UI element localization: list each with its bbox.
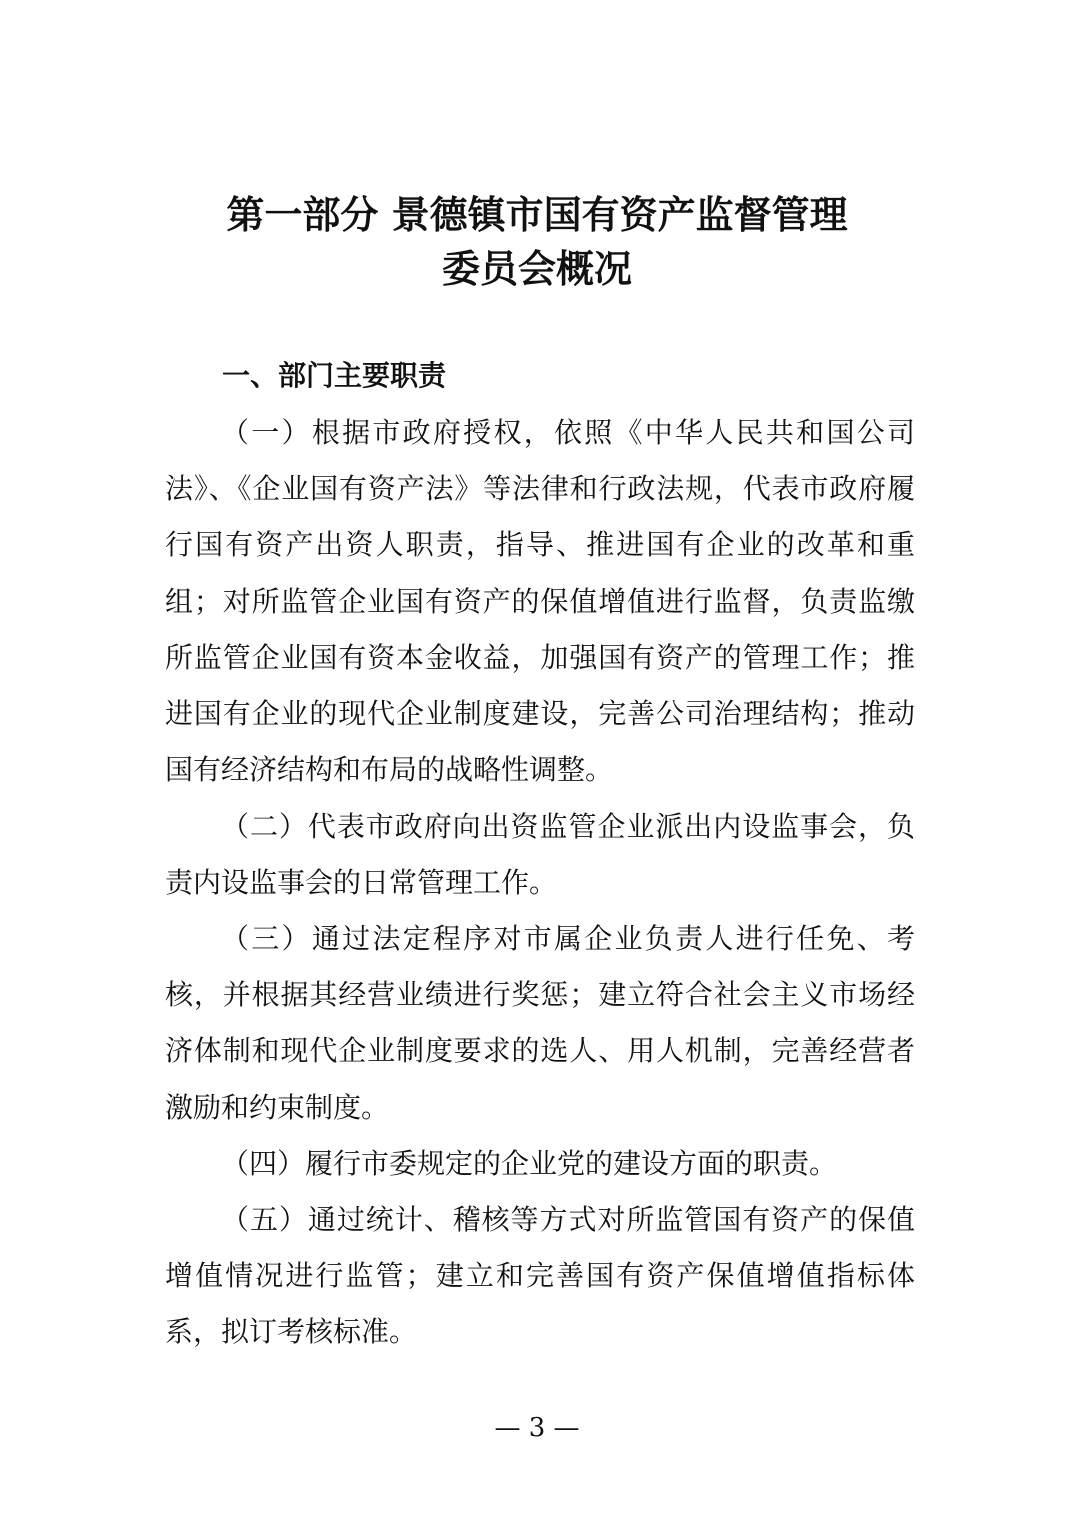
paragraph: （五）通过统计、稽核等方式对所监管国有资产的保值增值情况进行监管；建立和完善国有资产保值增值指标体系，拟订考核标准。 [165, 1203, 915, 1349]
paragraph: （二）代表市政府向出资监管企业派出内设监事会，负责内设监事会的日常管理工作。 [165, 810, 915, 900]
paragraph-block-2 [165, 799, 915, 911]
paragraph-block-4 [165, 1136, 915, 1192]
document-title-line-1: 第一部分 景德镇市国有资产监督管理 [226, 193, 848, 237]
paragraph: （三）通过法定程序对市属企业负责人进行任免、考核，并根据其经营业绩进行奖惩；建立符合社会主义市场经济体制和现代企业制度要求的选人、用人机制，完善经营者激励和约束制度。 [165, 922, 915, 1124]
paragraph-block-3 [165, 911, 915, 1136]
document-title-line-2: 委员会概况 [441, 247, 632, 291]
paragraph-block-5 [165, 1192, 915, 1361]
paragraph-block-1 [165, 405, 915, 798]
page-number: — 3 — [494, 1413, 580, 1443]
paragraph: （一）根据市政府授权，依照《中华人民共和国公司法》、《企业国有资产法》等法律和行政法规，代表市政府履行国有资产出资人职责，指导、推进国有企业的改革和重组；对所监管企业国有资产的保值增值进行监督，负责监缴所监管企业国有资本金收益，加强国有资产的管理工作；推进国有企业的现代企业制度建设，完善公司治理结构；推动国有经济结构和布局的战略性调整。 [165, 416, 915, 787]
section-heading: 一、部门主要职责 [222, 359, 447, 392]
paragraph: （四）履行市委规定的企业党的建设方面的职责。 [221, 1147, 838, 1180]
